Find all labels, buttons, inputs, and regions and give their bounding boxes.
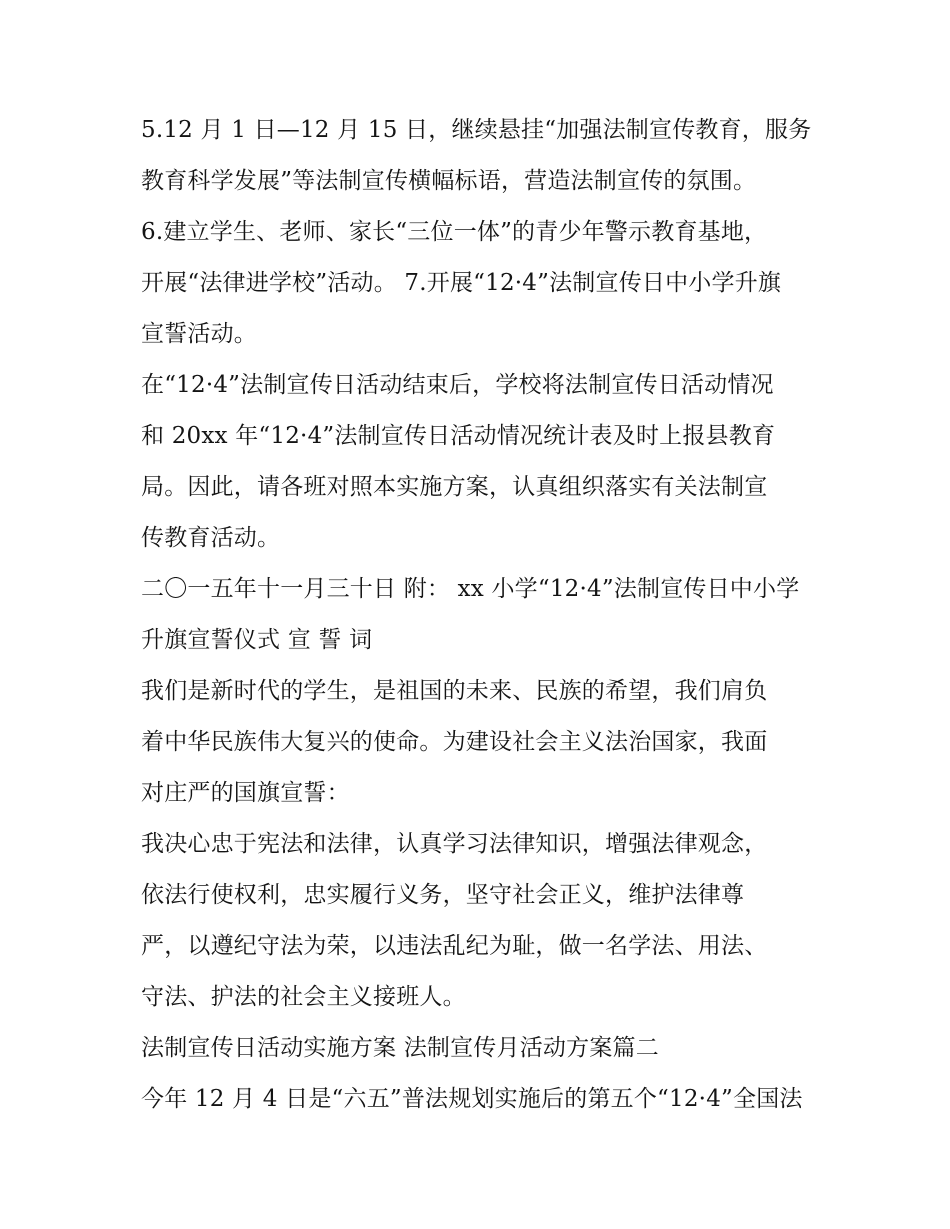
text-line: 传教育活动。 [141,525,281,551]
text-line: 升旗宣誓仪式 宣 誓 词 [141,627,373,653]
text-line: 依法行使权利，忠实履行义务，坚守社会正义，维护法律尊 [141,882,745,908]
text-line: 和 20xx 年“12·4”法制宣传日活动情况统计表及时上报县教育 [141,423,776,449]
text-line: 二〇一五年十一月三十日 附： xx 小学“12·4”法制宣传日中小学 [141,576,800,602]
text-line: 教育科学发展”等法制宣传横幅标语，营造法制宣传的氛围。 [141,168,757,194]
document-body [141,105,821,1125]
text-line: 我们是新时代的学生，是祖国的未来、民族的希望，我们肩负 [141,678,768,704]
text-line: 宣誓活动。 [141,321,257,347]
text-line: 严，以遵纪守法为荣，以违法乱纪为耻，做一名学法、用法、 [141,933,768,959]
text-line: 我决心忠于宪法和法律，认真学习法律知识，增强法律观念， [141,831,768,857]
text-line: 法制宣传日活动实施方案 法制宣传月活动方案篇二 [141,1035,659,1061]
text-line: 开展“法律进学校”活动。 7.开展“12·4”法制宣传日中小学升旗 [141,270,782,296]
text-line: 着中华民族伟大复兴的使命。为建设社会主义法治国家，我面 [141,729,768,755]
text-line: 局。因此，请各班对照本实施方案，认真组织落实有关法制宣 [141,474,768,500]
text-line: 守法、护法的社会主义接班人。 [141,984,466,1010]
text-line: 今年 12 月 4 日是“六五”普法规划实施后的第五个“12·4”全国法 [141,1086,803,1112]
text-line: 在“12·4”法制宣传日活动结束后，学校将法制宣传日活动情况 [141,372,774,398]
text-line: 对庄严的国旗宣誓： [141,780,350,806]
text-line: 6.建立学生、老师、家长“三位一体”的青少年警示教育基地， [141,219,768,245]
text-line: 5.12 月 1 日—12 月 15 日，继续悬挂“加强法制宣传教育，服务 [141,117,812,143]
